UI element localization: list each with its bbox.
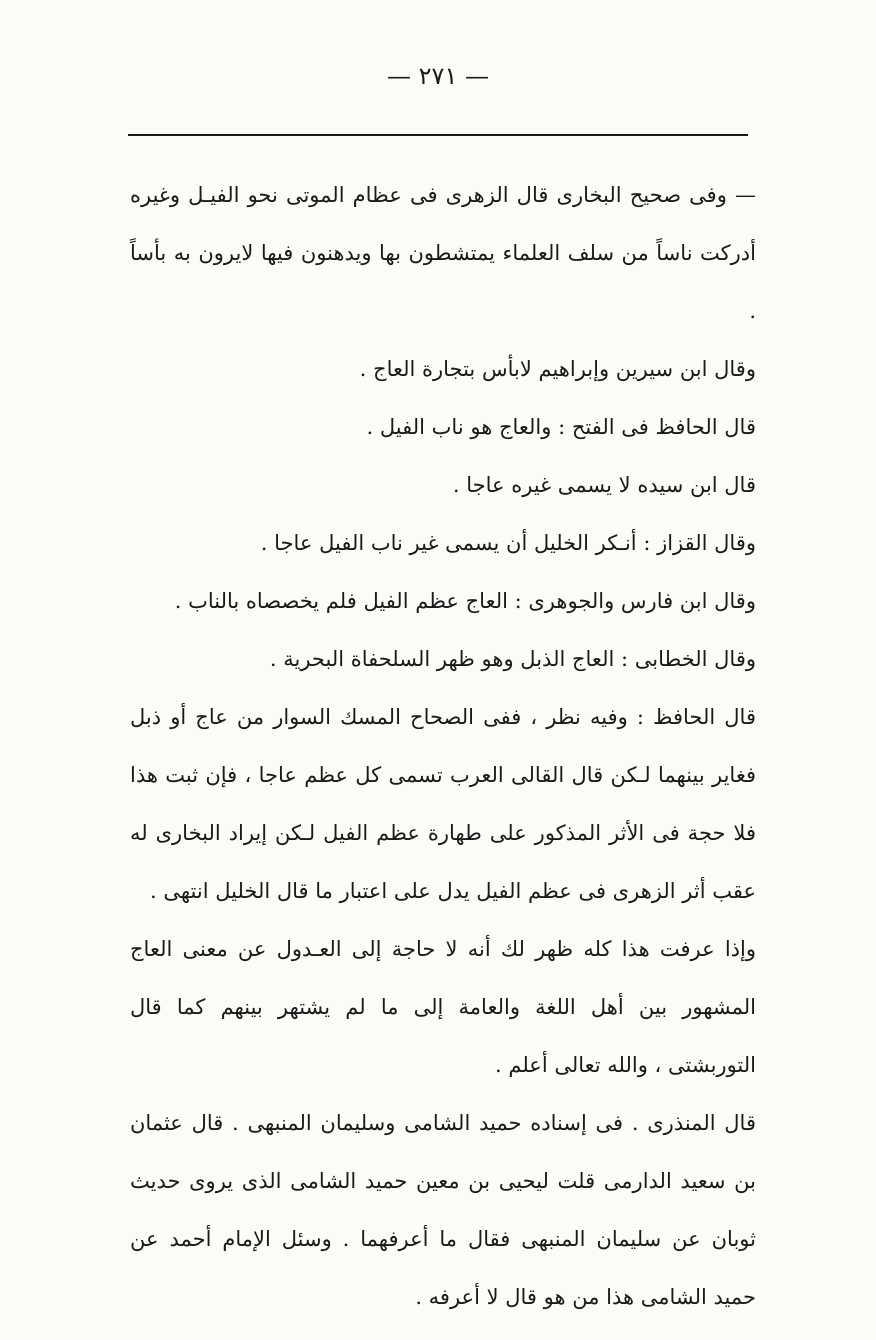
- page-number: — ٢٧١ —: [387, 62, 489, 90]
- paragraph-ibn-faris: وقال ابن فارس والجوهرى : العاج عظم الفيل فلم يخصصاه بالناب .: [174, 589, 756, 613]
- paragraph-conclusion: وإذا عرفت هذا كله ظهر لك أنه لا حاجة إلى العـدول عن معنى العاج المشهور بين أهل اللغة والعامة إلى ما لم يشتهر بينهم كما قال التوربشتى ، والله تعالى أعلم .: [130, 937, 756, 1077]
- paragraph-bukhari-zuhri: — وفى صحيح البخارى قال الزهرى فى عظام الموتى نحو الفيـل وغيره أدركت ناساً من سلف العلماء يمتشطون بها ويدهنون فيها لايرون به بأساً .: [130, 183, 756, 323]
- paragraph-hafiz-fath: قال الحافظ فى الفتح : والعاج هو ناب الفيل .: [366, 415, 756, 439]
- paragraph-khattabi: وقال الخطابى : العاج الذبل وهو ظهر السلحفاة البحرية .: [269, 647, 756, 671]
- header-rule: [128, 134, 748, 136]
- page-body: [130, 166, 756, 1326]
- paragraph-ibn-sirin: وقال ابن سيرين وإبراهيم لابأس بتجارة العاج .: [359, 357, 756, 381]
- paragraph-ibn-sida: قال ابن سيده لا يسمى غيره عاجا .: [452, 473, 756, 497]
- paragraph-qazzaz: وقال القزاز : أنـكر الخليل أن يسمى غير ناب الفيل عاجا .: [260, 531, 756, 555]
- paragraph-mundhiri: قال المنذرى . فى إسناده حميد الشامى وسليمان المنبهى . قال عثمان بن سعيد الدارمى قلت ليحيى بن معين حميد الشامى الذى يروى حديث ثوبان عن سليمان المنبهى فقال ما أعرفهما . وسئل الإمام أحمد عن حميد الشامى هذا من هو قال لا أعرفه .: [130, 1111, 756, 1309]
- paragraph-hafiz-nazar: قال الحافظ : وفيه نظر ، ففى الصحاح المسك السوار من عاج أو ذبل فغاير بينهما لـكن قال القالى العرب تسمى كل عظم عاجا ، فإن ثبت هذا فلا حجة فى الأثر المذكور على طهارة عظم الفيل لـكن إيراد البخارى له عقب أثر الزهرى فى عظم الفيل يدل على اعتبار ما قال الخليل انتهى .: [130, 705, 756, 903]
